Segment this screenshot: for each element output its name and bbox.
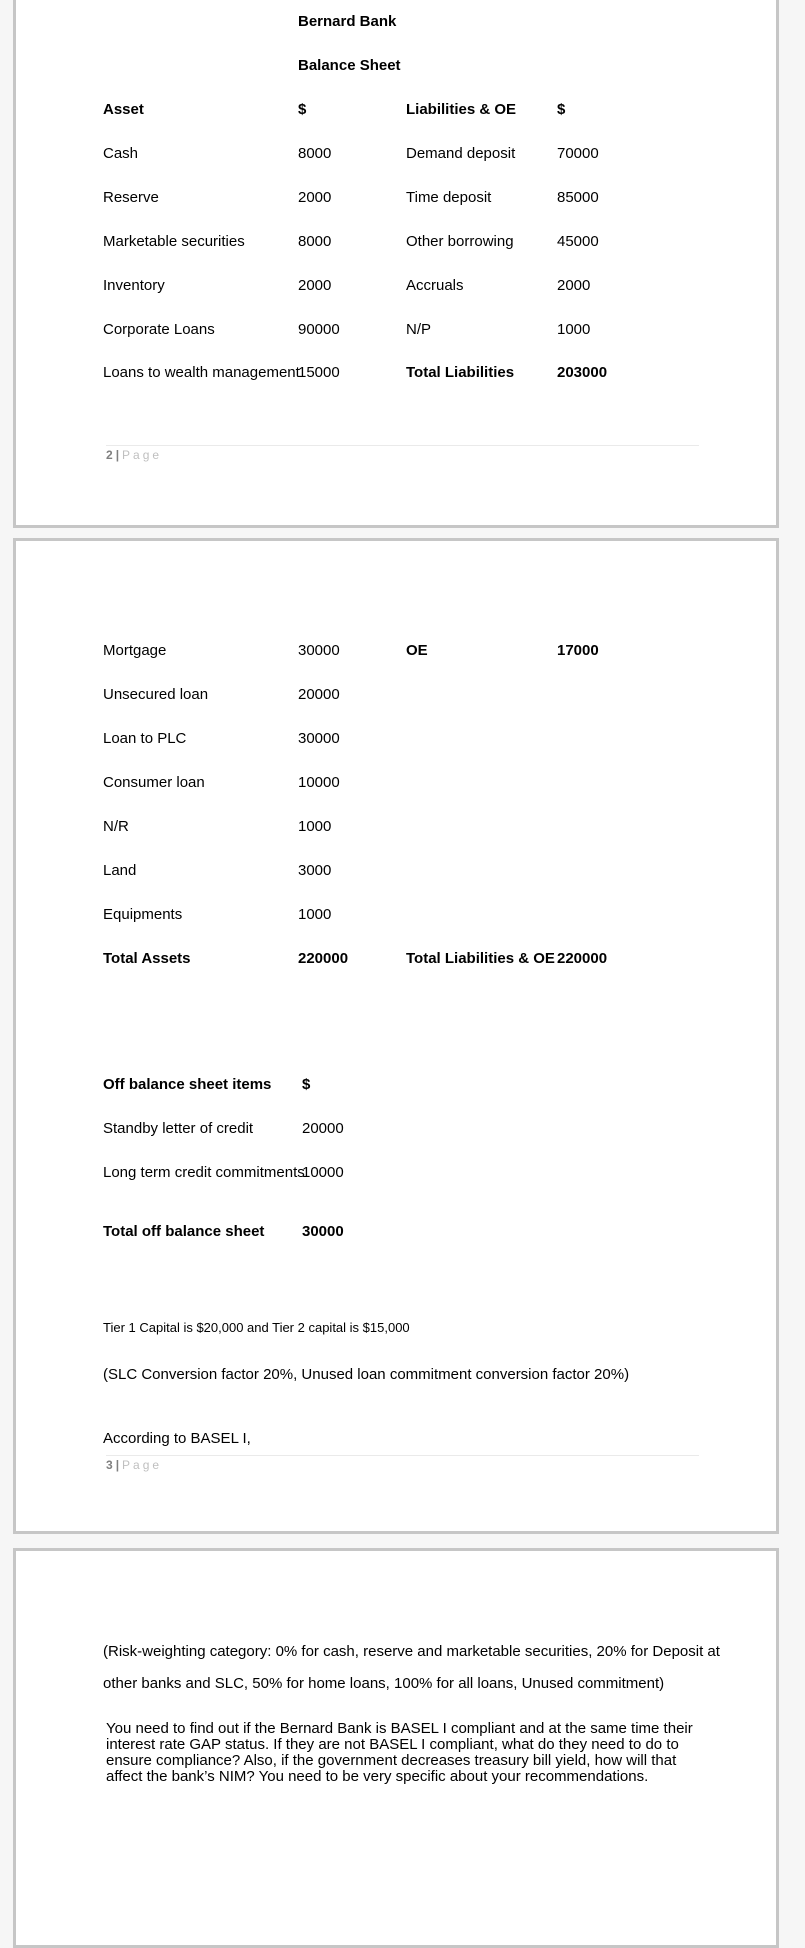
asset-label: Marketable securities xyxy=(103,233,245,250)
liability-label: N/P xyxy=(406,321,432,338)
page-number: 2 xyxy=(106,448,113,462)
bank-name: Bernard Bank xyxy=(298,13,397,30)
asset-label: Reserve xyxy=(103,189,159,206)
asset-value: 90000 xyxy=(298,321,340,338)
liability-label: Demand deposit xyxy=(406,145,516,162)
footer-divider xyxy=(106,445,699,446)
oe-value: 17000 xyxy=(557,642,599,659)
asset-label: Corporate Loans xyxy=(103,321,215,338)
asset-value: 10000 xyxy=(298,774,340,791)
total-liabilities-label: Total Liabilities xyxy=(406,364,515,381)
asset-value: 30000 xyxy=(298,730,340,747)
asset-value: 1000 xyxy=(298,818,332,835)
asset-label: Loan to PLC xyxy=(103,730,187,747)
page-word: Page xyxy=(122,1458,163,1472)
asset-unit-header: $ xyxy=(298,101,307,118)
liability-value: 45000 xyxy=(557,233,599,250)
asset-label: Equipments xyxy=(103,906,183,923)
total-off-balance-label: Total off balance sheet xyxy=(103,1223,265,1240)
liability-value: 70000 xyxy=(557,145,599,162)
asset-header: Asset xyxy=(103,101,144,118)
footer-separator: | xyxy=(115,1458,120,1472)
asset-label: Land xyxy=(103,862,137,879)
asset-value: 2000 xyxy=(298,189,332,206)
footer-separator: | xyxy=(115,448,120,462)
asset-label: Loans to wealth management xyxy=(103,364,300,381)
liabilities-header: Liabilities & OE xyxy=(406,101,517,118)
asset-value: 15000 xyxy=(298,364,340,381)
page-footer xyxy=(106,1458,162,1472)
page-footer xyxy=(106,448,162,462)
page-word: Page xyxy=(122,448,163,462)
document-page-3 xyxy=(13,538,779,1534)
total-liabilities-oe-label: Total Liabilities & OE xyxy=(406,950,555,967)
off-balance-unit-header: $ xyxy=(302,1076,311,1093)
document-page-4 xyxy=(13,1548,779,1948)
off-balance-value: 10000 xyxy=(302,1164,344,1181)
off-balance-header: Off balance sheet items xyxy=(103,1076,272,1093)
asset-value: 8000 xyxy=(298,233,332,250)
total-liabilities-oe-value: 220000 xyxy=(557,950,608,967)
asset-value: 2000 xyxy=(298,277,332,294)
liabilities-unit-header: $ xyxy=(557,101,566,118)
oe-label: OE xyxy=(406,642,428,659)
assignment-question: You need to find out if the Bernard Bank is BASEL I compliant and at the same time their interest rate GAP status. If they are not BASEL I compliant, what do they need to do to ensure compliance? Also, if the government decreases treasury bill yield, how will that affect the bank’s NIM? You need to be very specific about your recommendations. xyxy=(106,1720,693,1785)
liability-label: Accruals xyxy=(406,277,464,294)
liability-label: Time deposit xyxy=(406,189,492,206)
asset-value: 30000 xyxy=(298,642,340,659)
total-assets-value: 220000 xyxy=(298,950,349,967)
asset-label: Cash xyxy=(103,145,139,162)
balance-sheet-title: Balance Sheet xyxy=(298,57,401,74)
risk-weighting-line-2: other banks and SLC, 50% for home loans, 100% for all loans, Unused commitment) xyxy=(103,1675,665,1692)
total-assets-label: Total Assets xyxy=(103,950,191,967)
asset-value: 8000 xyxy=(298,145,332,162)
liability-value: 2000 xyxy=(557,277,591,294)
asset-label: Unsecured loan xyxy=(103,686,209,703)
total-off-balance-value: 30000 xyxy=(302,1223,344,1240)
footer-divider xyxy=(106,1455,699,1456)
off-balance-label: Long term credit commitments xyxy=(103,1164,305,1181)
asset-label: N/R xyxy=(103,818,129,835)
asset-value: 1000 xyxy=(298,906,332,923)
basel-intro: According to BASEL I, xyxy=(103,1430,251,1447)
liability-label: Other borrowing xyxy=(406,233,514,250)
conversion-note: (SLC Conversion factor 20%, Unused loan commitment conversion factor 20%) xyxy=(103,1366,630,1383)
liability-value: 1000 xyxy=(557,321,591,338)
asset-value: 3000 xyxy=(298,862,332,879)
off-balance-label: Standby letter of credit xyxy=(103,1120,254,1137)
asset-label: Inventory xyxy=(103,277,165,294)
capital-note: Tier 1 Capital is $20,000 and Tier 2 capital is $15,000 xyxy=(103,1320,410,1335)
liability-value: 85000 xyxy=(557,189,599,206)
asset-label: Mortgage xyxy=(103,642,167,659)
page-number: 3 xyxy=(106,1458,113,1472)
asset-label: Consumer loan xyxy=(103,774,205,791)
risk-weighting-line-1: (Risk-weighting category: 0% for cash, reserve and marketable securities, 20% for Deposit at xyxy=(103,1643,720,1660)
asset-value: 20000 xyxy=(298,686,340,703)
document-page-2 xyxy=(13,0,779,528)
off-balance-value: 20000 xyxy=(302,1120,344,1137)
total-liabilities-value: 203000 xyxy=(557,364,608,381)
